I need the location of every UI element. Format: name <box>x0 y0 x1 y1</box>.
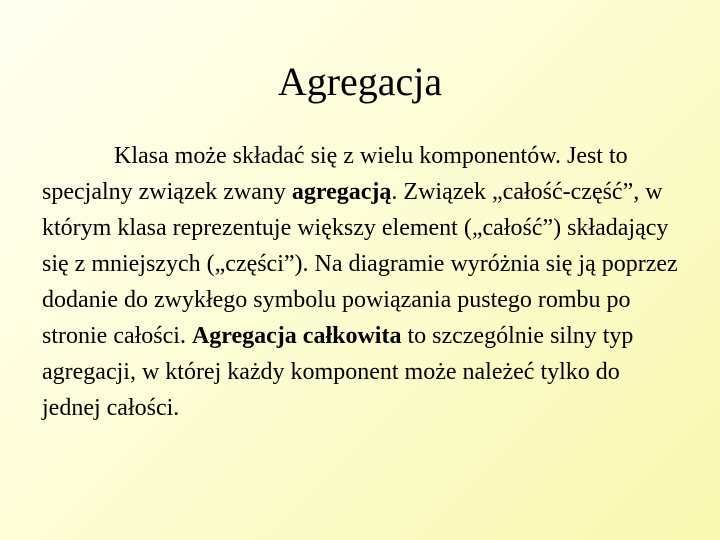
slide-title: Agregacja <box>277 59 443 104</box>
term-agregacja-calkowita: Agregacja całkowita <box>191 323 402 349</box>
term-agregacja: agregacją <box>291 179 392 205</box>
body-text-part-3: to szczególnie silny typ agregacji, w której każdy komponent może należeć tylko do jednej całości. <box>42 323 634 421</box>
slide-body-paragraph <box>42 138 682 426</box>
body-text-part-2: . Związek „całość-część”, w którym klasa reprezentuje większy element („całość”) składający się z mniejszych („części”). Na diagramie wyróżnia się ją poprzez dodanie do zwykłego symbolu powiązania pustego rombu po stronie całości. <box>42 179 678 349</box>
body-text-part-1: Klasa może składać się z wielu komponentów. Jest to specjalny związek zwany <box>42 143 628 205</box>
